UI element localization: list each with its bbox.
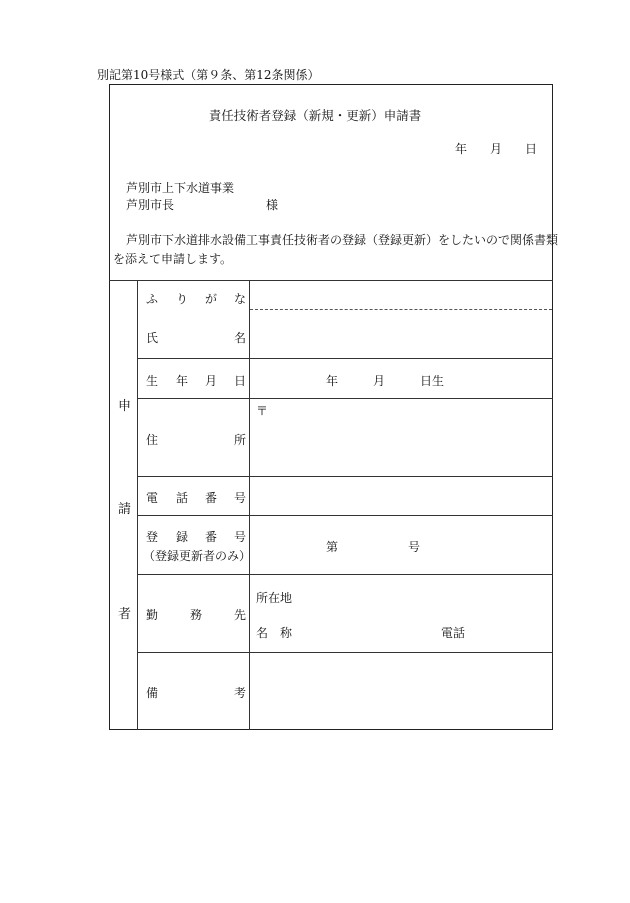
date-day-label: 日: [525, 142, 538, 156]
birthdate-label-char: 日: [234, 374, 247, 388]
row-divider: [137, 515, 553, 516]
addressee-honorific: 様: [266, 198, 279, 212]
phone-label-char: 話: [176, 491, 189, 505]
label-column-divider: [249, 280, 250, 730]
workplace-label-char: 勤: [146, 608, 159, 622]
row-divider: [137, 652, 553, 653]
addressee-line1: 芦別市上下水道事業: [126, 181, 235, 195]
furigana-label-char: な: [234, 292, 247, 306]
furigana-label-char: が: [205, 292, 218, 306]
reg-number-prefix: 第: [326, 540, 339, 554]
date-year-label: 年: [455, 142, 468, 156]
applicant-label-char: 請: [118, 502, 132, 517]
furigana-label-char: り: [176, 292, 189, 306]
birthdate-label-char: 年: [176, 374, 189, 388]
reg-number-label-char: 録: [176, 530, 189, 544]
table-top-border: [109, 280, 553, 281]
phone-label-char: 号: [234, 491, 247, 505]
birthdate-day: 日生: [420, 374, 445, 388]
address-label-char: 所: [234, 433, 247, 447]
row-divider: [137, 476, 553, 477]
workplace-label-char: 先: [234, 608, 247, 622]
workplace-name-label: 名 称: [256, 626, 293, 640]
row-divider: [137, 398, 553, 399]
date-month-label: 月: [490, 142, 503, 156]
row-divider: [137, 574, 553, 575]
form-title: 責任技術者登録（新規・更新）申請書: [208, 108, 422, 123]
applicant-label-char: 者: [118, 607, 132, 622]
remarks-label-char: 備: [146, 686, 159, 700]
body-text-line1: 芦別市下水道排水設備工事責任技術者の登録（登録更新）をしたいので関係書類: [126, 233, 559, 247]
body-text-line2: を添えて申請します。: [113, 252, 233, 266]
phone-label-char: 電: [146, 491, 159, 505]
reg-number-suffix: 号: [408, 540, 421, 554]
workplace-label-char: 務: [190, 608, 203, 622]
name-label-char: 名: [234, 331, 247, 345]
birthdate-year: 年: [326, 374, 339, 388]
addressee-line2: 芦別市長: [126, 198, 175, 212]
applicant-column-divider: [137, 280, 138, 730]
workplace-location-label: 所在地: [256, 591, 293, 605]
row-divider: [137, 358, 553, 359]
workplace-phone-label: 電話: [441, 626, 466, 640]
reg-number-label-char: 登: [146, 530, 159, 544]
form-reference: 別記第10号様式（第９条、第12条関係）: [97, 68, 320, 82]
postal-mark: 〒: [256, 404, 269, 418]
birthdate-label-char: 月: [205, 374, 218, 388]
applicant-label-char: 申: [118, 399, 132, 414]
remarks-label-char: 考: [234, 686, 247, 700]
furigana-dotted-line: [250, 309, 552, 310]
phone-label-char: 番: [205, 491, 218, 505]
name-label-char: 氏: [146, 331, 159, 345]
birthdate-month: 月: [373, 374, 386, 388]
reg-number-label-char: 番: [205, 530, 218, 544]
reg-number-label-char: 号: [234, 530, 247, 544]
birthdate-label-char: 生: [146, 374, 159, 388]
furigana-label-char: ふ: [146, 292, 159, 306]
address-label-char: 住: [146, 433, 159, 447]
reg-number-note: （登録更新者のみ）: [143, 549, 252, 563]
